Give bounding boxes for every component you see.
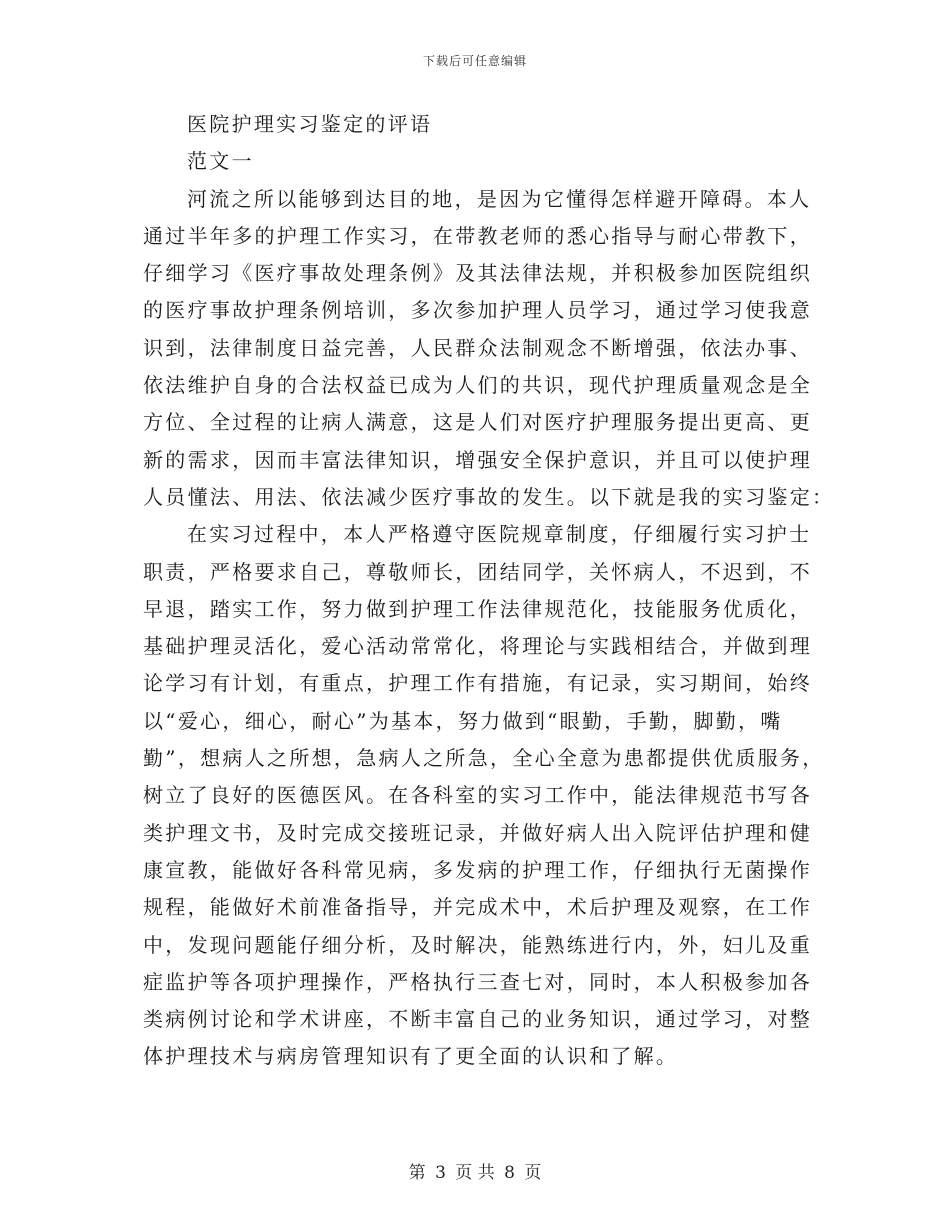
paragraph-line: 症监护等各项护理操作，严格执行三查七对，同时，本人积极参加各 (143, 969, 812, 994)
paragraph-line: 中，发现问题能仔细分析，及时解决，能熟练进行内，外，妇儿及重 (143, 932, 812, 957)
paragraph-line: 职责，严格要求自己，尊敬师长，团结同学，关怀病人，不迟到，不 (143, 559, 812, 584)
paragraph-line: 基础护理灵活化，爱心活动常常化，将理论与实践相结合，并做到理 (143, 634, 812, 659)
paragraph-line: 通过半年多的护理工作实习，在带教老师的悉心指导与耐心带教下， (143, 223, 812, 248)
paragraph-line: 树立了良好的医德医风。在各科室的实习工作中，能法律规范书写各 (143, 783, 812, 808)
paragraph-line: 康宣教，能做好各科常见病，多发病的护理工作，仔细执行无菌操作 (143, 857, 812, 882)
paragraph-line: 早退，踏实工作，努力做到护理工作法律规范化，技能服务优质化， (143, 596, 812, 621)
paragraph-line: 以“爱心，细心，耐心”为基本，努力做到“眼勤，手勤，脚勤，嘴 (143, 708, 783, 733)
footer-prefix: 第 (408, 1163, 426, 1183)
document-title: 医院护理实习鉴定的评语 (187, 112, 433, 136)
paragraph-line: 在实习过程中，本人严格遵守医院规章制度，仔细履行实习护士 (187, 522, 812, 547)
paragraph-line: 的医疗事故护理条例培训，多次参加护理人员学习，通过学习使我意 (143, 298, 812, 323)
paragraph-line: 识到，法律制度日益完善，人民群众法制观念不断增强，依法办事、 (143, 335, 812, 360)
header-note: 下载后可任意编辑 (422, 54, 527, 68)
section-heading: 范文一 (187, 149, 254, 174)
paragraph-line: 新的需求，因而丰富法律知识，增强安全保护意识，并且可以使护理 (143, 447, 812, 472)
paragraph-line: 河流之所以能够到达目的地，是因为它懂得怎样避开障碍。本人 (187, 186, 812, 211)
paragraph-line: 方位、全过程的让病人满意，这是人们对医疗护理服务提出更高、更 (143, 410, 812, 435)
paragraph-1 (143, 181, 835, 517)
footer-middle: 页 共 (455, 1163, 495, 1183)
paragraph-line: 仔细学习《医疗事故处理条例》及其法律法规，并积极参加医院组织 (143, 261, 812, 286)
paragraph-line: 依法维护自身的合法权益已成为人们的共识，现代护理质量观念是全 (143, 373, 812, 398)
paragraph-line: 类病例讨论和学术讲座，不断丰富自己的业务知识，通过学习，对整 (143, 1007, 812, 1032)
paragraph-line: 勤”，想病人之所想，急病人之所急，全心全意为患都提供优质服务， (143, 746, 825, 771)
page-footer (0, 1158, 950, 1183)
current-page-number: 3 (435, 1163, 446, 1183)
paragraph-line: 论学习有计划，有重点，护理工作有措施，有记录，实习期间，始终 (143, 671, 812, 696)
paragraph-2 (143, 516, 825, 1075)
document-body (143, 106, 835, 1076)
total-page-count: 8 (504, 1163, 515, 1183)
paragraph-line: 类护理文书，及时完成交接班记录，并做好病人出入院评估护理和健 (143, 820, 812, 845)
paragraph-line: 人员懂法、用法、依法减少医疗事故的发生。以下就是我的实习鉴定： (143, 484, 835, 509)
paragraph-line: 体护理技术与病房管理知识有了更全面的认识和了解。 (143, 1044, 679, 1069)
footer-suffix: 页 (524, 1163, 542, 1183)
paragraph-line: 规程，能做好术前准备指导，并完成术中，术后护理及观察，在工作 (143, 895, 812, 920)
